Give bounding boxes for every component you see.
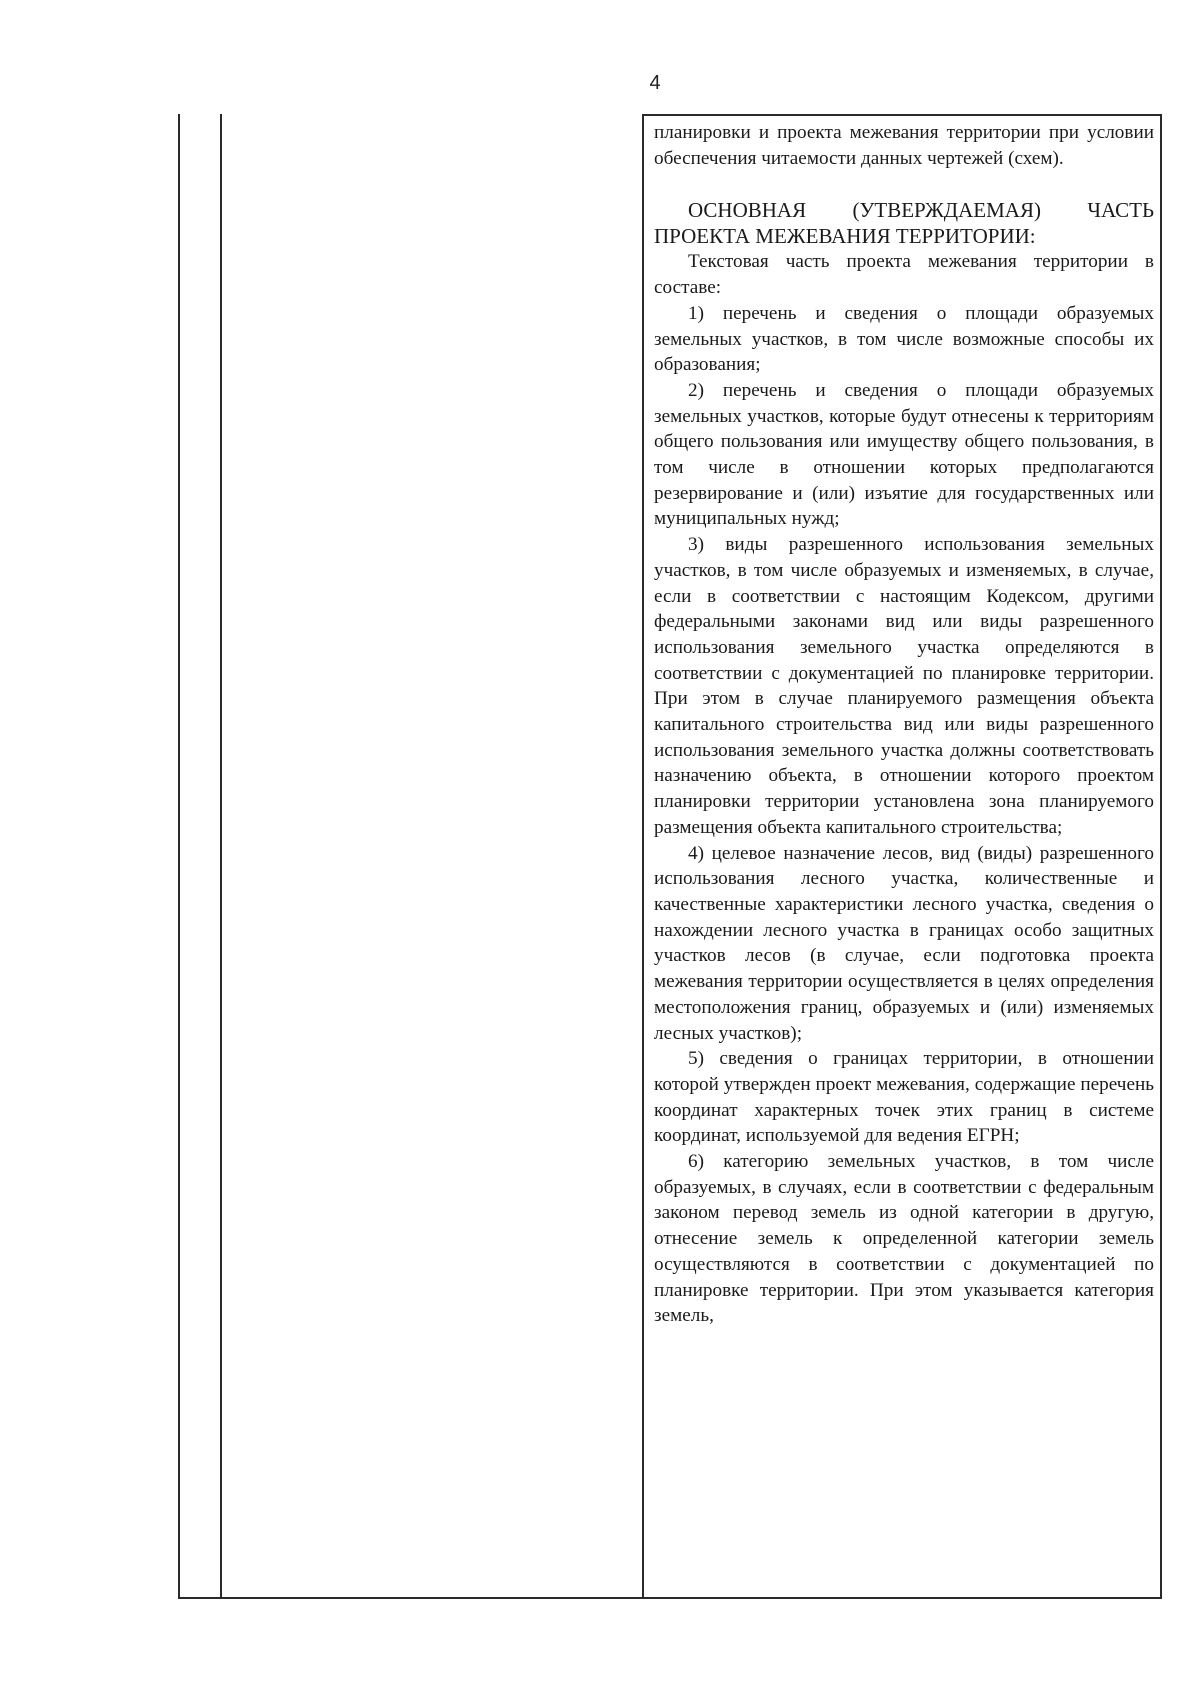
list-item: 4) целевое назначение лесов, вид (виды) разрешенного использования лесного участка, количественные и качественные характеристики лесного участка, сведения о нахождении лесного участка в границах особо защитных участков лесов (в случае, если подготовка проекта межевания территории осуществляется в целях определения местоположения границ, образуемых и (или) изменяемых лесных участков); — [654, 842, 1154, 1044]
page-number: 4 — [649, 72, 661, 94]
document-table — [178, 114, 1162, 1599]
lead-paragraph: Текстовая часть проекта межевания территории в составе: — [654, 251, 1154, 299]
list-item: 6) категорию земельных участков, в том числе образуемых, в случаях, если в соответствии с федеральным законом перевод земель из одной категории в другую, отнесение земель к определенной категории земель осуществляются в соответствии с документацией по планировке территории. При этом указывается категория земель, — [654, 1151, 1154, 1327]
paragraph-gap — [654, 171, 1154, 197]
table-column-number — [180, 114, 222, 1597]
table-column-name — [222, 114, 644, 1597]
section-heading: ОСНОВНАЯ (УТВЕРЖДАЕМАЯ) ЧАСТЬ ПРОЕКТА МЕЖЕВАНИЯ ТЕРРИТОРИИ: — [654, 198, 1154, 249]
list-item: 5) сведения о границах территории, в отношении которой утвержден проект межевания, содержащие перечень координат характерных точек этих границ в системе координат, используемой для ведения ЕГРН; — [654, 1048, 1154, 1147]
intro-paragraph: планировки и проекта межевания территории при условии обеспечения читаемости данных чертежей (схем). — [654, 122, 1154, 169]
list-item: 2) перечень и сведения о площади образуемых земельных участков, которые будут отнесены к территориям общего пользования или имуществу общего пользования, в том числе в отношении которых предполагаются резервирование и (или) изъятие для государственных или муниципальных нужд; — [654, 379, 1154, 530]
list-item: 1) перечень и сведения о площади образуемых земельных участков, в том числе возможные способы их образования; — [654, 302, 1154, 376]
list-item: 3) виды разрешенного использования земельных участков, в том числе образуемых и изменяемых, в случае, если в соответствии с настоящим Кодексом, другими федеральными законами вид или виды разрешенного использования земельного участка определяются в соответствии с документацией по планировке территории. При этом в случае планируемого размещения объекта капитального строительства вид или виды разрешенного использования земельного участка должны соответствовать назначению объекта, в отношении которого проектом планировки территории установлена зона планируемого размещения объекта капитального строительства; — [654, 534, 1154, 838]
table-column-requirements — [644, 114, 1160, 1597]
